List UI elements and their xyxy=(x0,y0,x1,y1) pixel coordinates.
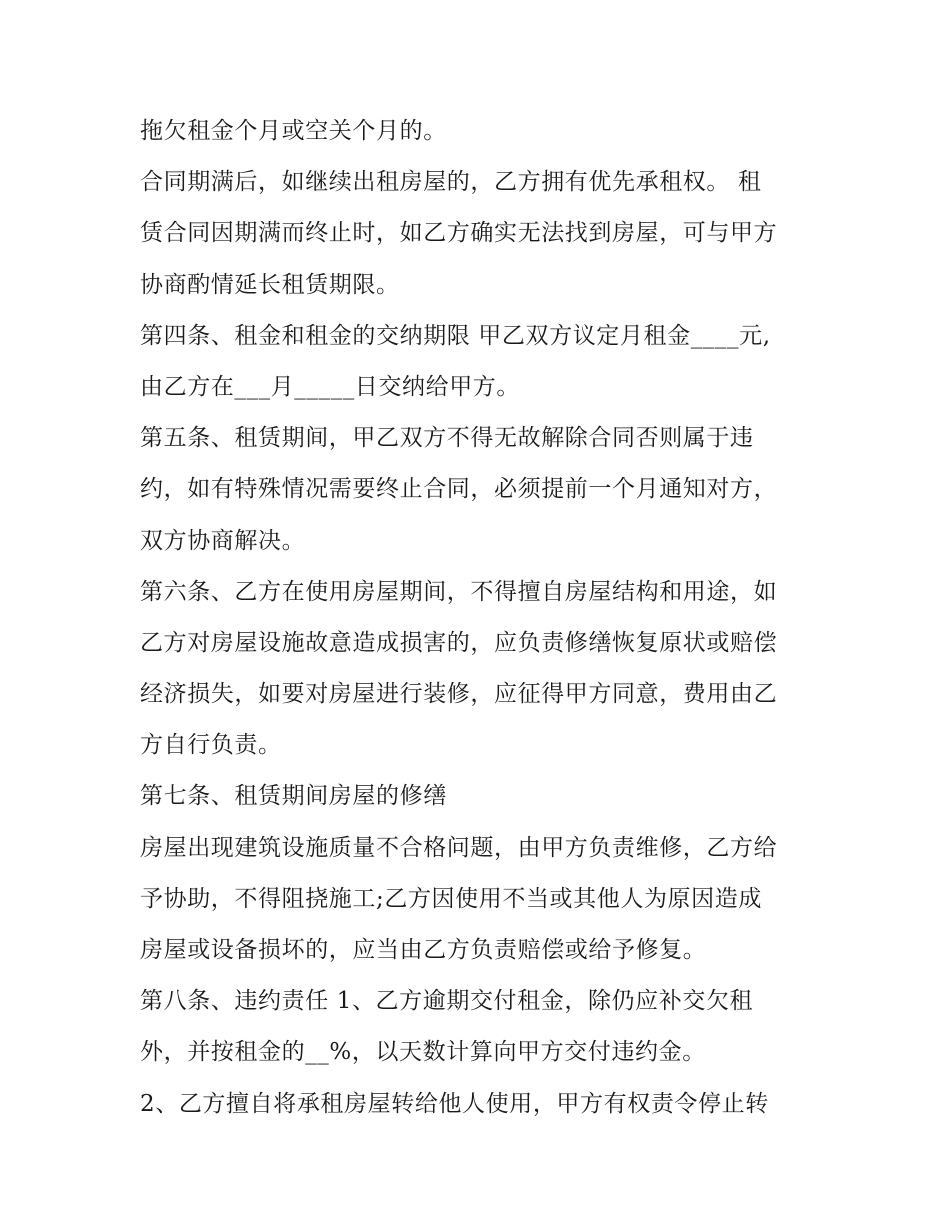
text-line: 2、乙方擅自将承租房屋转给他人使用，甲方有权责令停止转 xyxy=(140,1090,769,1117)
text-line: 乙方对房屋设施故意造成损害的，应负责修缮恢复原状或赔偿 xyxy=(140,629,778,656)
text-line: 方自行负责。 xyxy=(140,732,282,759)
text-line: 第七条、租赁期间房屋的修缮 xyxy=(140,783,447,810)
text-line: 赁合同因期满而终止时，如乙方确实无法找到房屋，可与甲方 xyxy=(140,220,778,247)
text-line: 第六条、乙方在使用房屋期间，不得擅自房屋结构和用途，如 xyxy=(140,578,778,605)
text-line: 房屋出现建筑设施质量不合格问题，由甲方负责维修，乙方给 xyxy=(140,834,778,861)
text-line: 第八条、违约责任 1、乙方逾期交付租金，除仍应补交欠租 xyxy=(140,988,754,1015)
text-line: 予协助，不得阻挠施工;乙方因使用不当或其他人为原因造成 xyxy=(140,885,762,912)
text-line: 外，并按租金的__%，以天数计算向甲方交付违约金。 xyxy=(140,1039,706,1066)
text-line: 第四条、租金和租金的交纳期限 甲乙双方议定月租金____元, xyxy=(140,322,771,349)
document-body xyxy=(140,106,820,1130)
text-line: 合同期满后，如继续出租房屋的，乙方拥有优先承租权。 租 xyxy=(140,169,762,196)
text-line: 房屋或设备损坏的，应当由乙方负责赔偿或给予修复。 xyxy=(140,937,707,963)
text-line: 双方协商解决。 xyxy=(140,527,306,554)
text-line: 经济损失，如要对房屋进行装修，应征得甲方同意，费用由乙 xyxy=(140,681,778,708)
text-line: 约，如有特殊情况需要终止合同，必须提前一个月通知对方， xyxy=(140,476,778,503)
text-line: 第五条、租赁期间，甲乙双方不得无故解除合同否则属于违 xyxy=(140,425,754,452)
text-line: 由乙方在___月_____日交纳给甲方。 xyxy=(140,373,520,400)
text-line: 拖欠租金个月或空关个月的。 xyxy=(140,118,447,144)
text-line: 协商酌情延长租赁期限。 xyxy=(140,271,400,298)
